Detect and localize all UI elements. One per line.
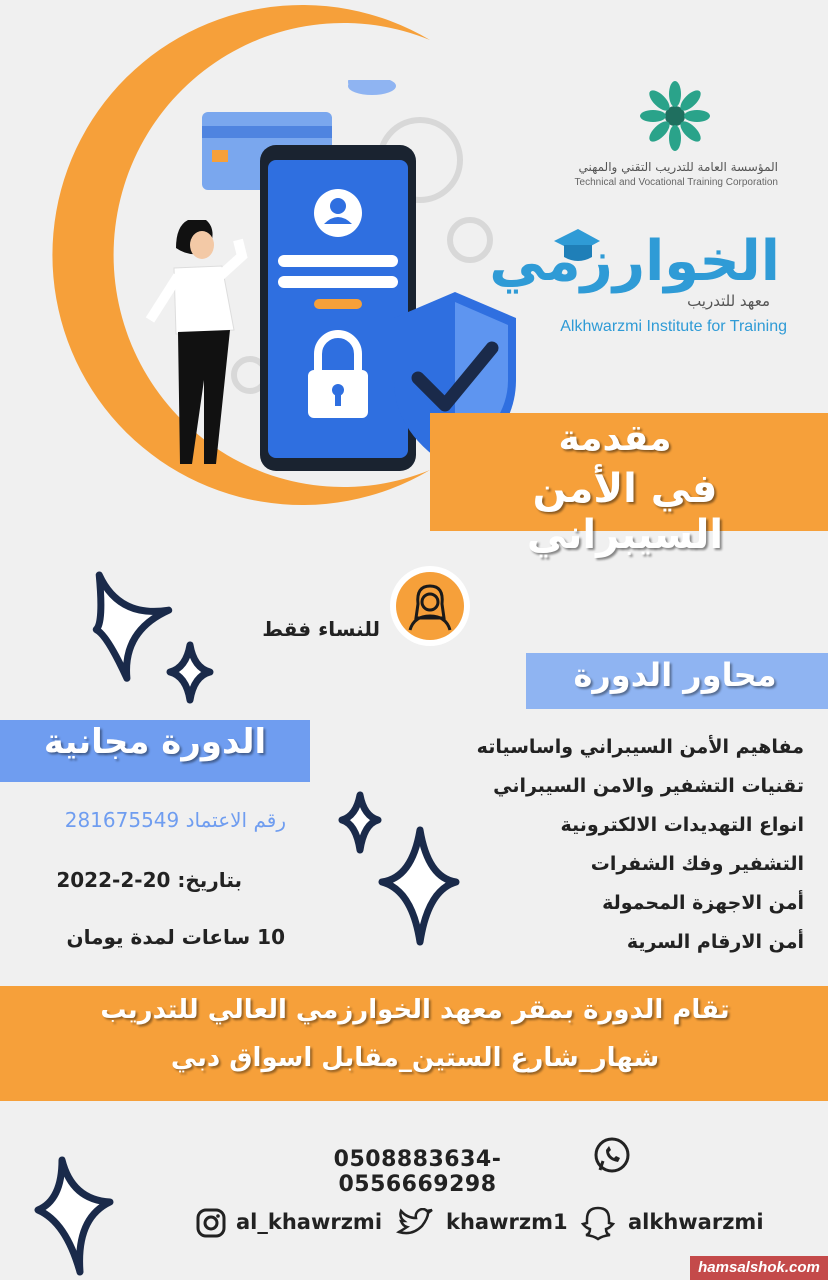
list-item: مفاهيم الأمن السيبراني واساسياته bbox=[476, 736, 804, 758]
woman-avatar-icon bbox=[388, 564, 472, 648]
list-item: أمن الارقام السرية bbox=[626, 931, 804, 953]
instagram-icon bbox=[195, 1207, 227, 1239]
list-item: انواع التهديدات الالكترونية bbox=[560, 814, 804, 836]
women-only-label: للنساء فقط bbox=[262, 617, 380, 641]
course-date: بتاريخ: 20-2-2022 bbox=[56, 868, 242, 892]
list-item: أمن الاجهزة المحمولة bbox=[602, 892, 804, 914]
twitter-handle: khawrzm1 bbox=[446, 1210, 568, 1234]
sparkle-icon bbox=[83, 560, 183, 683]
institute-subtitle-arabic: معهد للتدريب bbox=[687, 292, 770, 310]
list-item: التشفير وفك الشفرات bbox=[590, 853, 804, 875]
location-line2: شهار_شارع الستين_مقابل اسواق دبي bbox=[170, 1043, 660, 1073]
tvtc-name-arabic: المؤسسة العامة للتدريب التقني والمهني bbox=[578, 160, 778, 174]
cloud-icon bbox=[348, 80, 396, 95]
tvtc-name-english: Technical and Vocational Training Corporation bbox=[574, 177, 778, 188]
accreditation-number: رقم الاعتماد 281675549 bbox=[64, 808, 286, 832]
sparkle-icon bbox=[38, 1160, 110, 1272]
course-title-line2: في الأمن السيبراني bbox=[526, 466, 724, 558]
website-watermark: hamsalshok.com bbox=[698, 1259, 820, 1276]
sparkle-icon bbox=[342, 795, 378, 850]
snapchat-icon bbox=[580, 1205, 616, 1241]
tvtc-logo-icon bbox=[640, 80, 710, 152]
phone-numbers: 0508883634-0556669298 bbox=[333, 1147, 502, 1197]
institute-name-english: Alkhwarzmi Institute for Training bbox=[560, 318, 787, 335]
course-axes-heading: محاور الدورة bbox=[573, 656, 777, 694]
course-duration: 10 ساعات لمدة يومان bbox=[66, 925, 285, 949]
whatsapp-icon bbox=[592, 1136, 632, 1176]
course-title-line1: مقدمة bbox=[558, 418, 672, 459]
sparkle-icon bbox=[170, 645, 210, 700]
instagram-handle: al_khawrzmi bbox=[236, 1210, 383, 1234]
twitter-icon bbox=[396, 1208, 434, 1238]
location-line1: تقام الدورة بمقر معهد الخوارزمي العالي للتدريب bbox=[100, 995, 730, 1025]
free-course-label: الدورة مجانية bbox=[43, 722, 267, 762]
list-item: تقنيات التشفير والامن السيبراني bbox=[493, 775, 804, 797]
snapchat-handle: alkhwarzmi bbox=[628, 1210, 764, 1234]
course-topics-list bbox=[430, 732, 804, 966]
smartphone-icon bbox=[260, 145, 416, 471]
institute-name-arabic: الخوارزمي bbox=[489, 229, 780, 294]
woman-figure bbox=[150, 220, 242, 464]
